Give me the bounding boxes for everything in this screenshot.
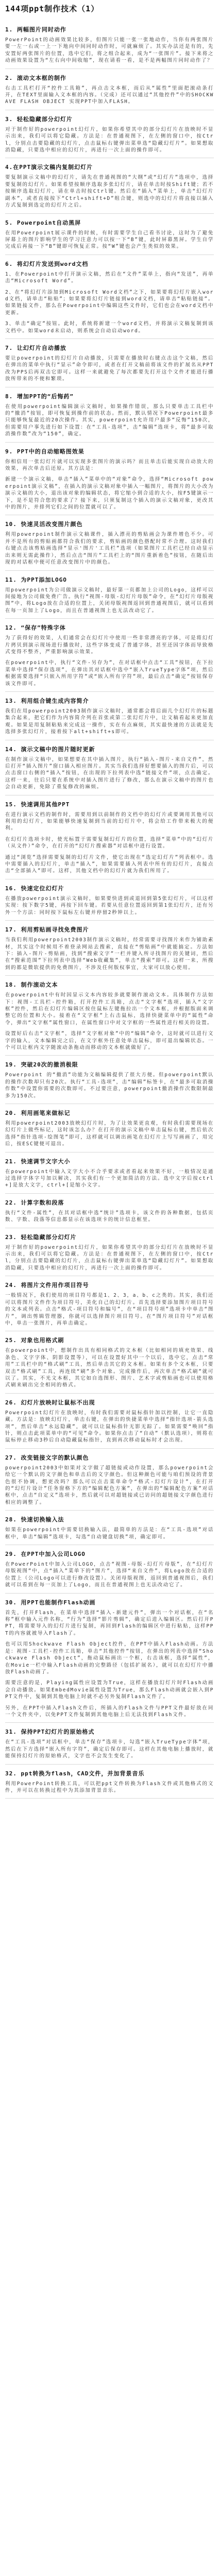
section: [5, 692, 214, 740]
section: [5, 21, 214, 69]
section-paragraph: 设置好后右击“文字框”，选择“文字框对象”中的“编辑”命令，这时就可以进行文字的输入，文本编辑完之后，在文字框外任意处单击鼠标，即可退出编辑状态。一个可以让框内文字随滚动条拖动而移动的文本框就做好了。: [5, 1031, 214, 1050]
section-heading: 19. 突破20次的撤消极限: [5, 1061, 78, 1069]
section-paragraph: 对于制作好的powerpoint幻灯片，如果你希望其中的部分幻灯片在放映时不显示出来，我们可以将它隐藏。方法是：在普通视图下，在左侧的窗口中，按Ctrl，分别点击要隐藏的幻灯片，点击鼠标右键弹出菜单选“隐藏幻灯片”。如果想取消隐藏，只要选中相应的幻灯片，再进行一次上面的操作即可。: [5, 126, 214, 154]
section-heading: 6. 将幻灯片发送到word文档: [5, 260, 89, 267]
section-heading: 20. 利用画笔来做标记: [5, 1110, 71, 1116]
section: [5, 921, 214, 976]
section-paragraph: Powerpoint 的“撤消”功能为文稿编辑提供了很大方便。但powerpoint默认的操作次数却只有20次。执行“工具-选项”，击“编辑”标签卡，在“最多可取消操作数”中设置你需要的次数即可。不过要注意，powerpoint撤消操作次数限制最多为150次。: [5, 1072, 214, 1099]
document-title: 144项ppt制作技术（1）: [5, 4, 99, 13]
section-paragraph: 利用powerpoint2003放映幻灯片时，为了让效果更直观，有时我们需要现场在幻灯片上做些标记，这时该怎么办？在打开的演示文稿中单击鼠标右键，然后依次选择“指针选项-绘图笔”即可，这样就可以调出画笔在幻灯片上写写画画了，用完后，按ESC键便可退出。: [5, 1121, 214, 1147]
section: [5, 158, 214, 213]
section: [5, 1228, 214, 1277]
section-heading: 23. 轻松隐藏部分幻灯片: [5, 1233, 77, 1241]
section-paragraph: 在幻灯片选项卡时，使光标置于需要复制幻灯片的位置，选择“菜单”中的“幻灯片（从文件）”命令，在打开的“幻灯片搜索器”对话框中进行设置。: [5, 836, 214, 850]
section: [5, 1765, 214, 1799]
section-heading: 24. 将图片文件用作项目符号: [5, 1282, 89, 1289]
section: [5, 1153, 214, 1194]
section-heading: 32. ppt转换为flash，CAD文件，并加背景音乐: [5, 1770, 145, 1777]
section-heading: 16. 快速定位幻灯片: [5, 885, 64, 892]
section-paragraph: 当我们利用powerpoint2003制作演示文稿时，经常需要寻找图片来作为铺助素材，其实这个时候用不着登录网站去搜索，直接在“剪贴画”中就能搞定。方法如下：插入-图片-剪贴画，找到“搜索文字”一栏并键入所寻找图片的关键词，然后在“搜索范围”下拉列表中选择“Web收藏集”，单击“搜索”即可。这样一来，所搜到的都是微软提供的免费图片，不涉及任何版权事宜，大家可以放心使用。: [5, 937, 214, 971]
section: [5, 795, 214, 879]
section: [5, 1056, 214, 1104]
section-heading: 15. 快速调用其他PPT: [5, 801, 70, 808]
section-paragraph: 要让powerpoint的幻灯片自动播放，只需要在播放时右键点击这个文稿，然后在弹出的菜单中执行“显示”命令即可，或者在打开文稿前将该文件的扩展名从PPT改为PPS后再双击它即可。这样一来就避免了每次都要先打开这个文件才能进行播放所带来的不便和繁琐。: [5, 355, 214, 382]
section-heading: 11. 为PPT添加LOGO: [5, 576, 67, 583]
section-heading: 17. 利用剪贴画寻找免费图片: [5, 926, 89, 934]
section-heading: 25. 对象也用格式刷: [5, 1337, 64, 1344]
section-paragraph: 对于制作好的powerpoint幻灯片，如果你希望其中的部分幻灯片在放映时不显示出来，我们可以将它隐藏。方法是：在普通视图下，在左侧的窗口中，按Ctrl，分别点击要隐藏的幻灯片，点击鼠标右键弹出菜单选“隐藏幻灯片”。如果想取消隐藏，只要选中相应的幻灯片，再进行一次上面的操作即可。: [5, 1244, 214, 1271]
section-paragraph: 在“工具-选项”对话框中，单击“保存”选项卡，勾选“嵌入TrueType字体”项，然后在下方选择“嵌入所有字符”，确定后保存即可。这样在其他电脑上播放时，就能保持幻灯片的原始格式，文字也不会发生变化了。: [5, 1739, 214, 1759]
section-paragraph: 在powerpoint中有时因显示文本内容较多就要制作滚动文本。具体制作方法如下：视图-工具栏-控件箱，打开控件工具箱，点击“文字框”选项，插入“文字框”控件，然后在幻灯片编辑区按住鼠标左键拖拉出一个文本框，并根据版面来调整它的位置和大小。接着在“文字框”上右击鼠标，选择快捷菜单中的“属性”命令，弹出“文字框”属性窗口，在属性窗口中对文字框的一些属性进行相关的设置。: [5, 992, 214, 1026]
section-heading: 2. 滚动文本框的制作: [5, 74, 66, 81]
section-paragraph: 1、在Powerpoint中打开演示文稿，然后在“文件”菜单上，指向“发送”，再单击“Microsoft Word”。: [5, 271, 214, 284]
section-heading: 31. 保持PPT幻灯片的原始格式: [5, 1728, 95, 1736]
section-paragraph: 在进行演示文档的制作时，需要用到以前制作的文档中的幻灯片或要调用其他可以利用的幻灯片，如果能够快速复制到当前的幻灯片中，将会给工作带来极大的便利。: [5, 811, 214, 832]
section-heading: 28. 快速切换输入法: [5, 1516, 64, 1523]
section: [5, 1594, 214, 1723]
section: [5, 214, 214, 255]
section-heading: 3. 轻松隐藏部分幻灯片: [5, 115, 73, 123]
section: [5, 1394, 214, 1449]
section-divider: [5, 1798, 214, 1799]
document-body: [5, 21, 214, 1799]
section-paragraph: 需要注意的是，Playing属性应设置为True，这样在播放幻灯片时Flash动画会自动播放。如果EmbedMovie属性设置为True，那么Flash动画就会嵌入到PPT文件中，复制到其他电脑上时就不必另外复制Flash文件了。: [5, 1680, 214, 1700]
section-paragraph: 在使用powerpoint编辑演示文稿时，如果操作错误，那么只要单击工具栏中的“撤消”按钮，即可恢复到操作前的状态。然而，默认情况下Powerpoint最多只能够恢复最近的20次操作。其实，powerpoint允许用户最多“反悔”150次，但需要用户事先进行如下设置：在“工具-选项”，击“编辑”选项卡，将“最多可取消操作数”改为“150”，确定。: [5, 403, 214, 437]
section-paragraph: 右击工具栏打开“控件工具箱”，再点击文本框，而后从“属性”里面把滚动条打开，在TEXT里面输入文本框的内容。（完成）还可以通过“其他控件”中的SHOCKWAVE FLASH OBJECT 实现PPT中加入FLASH。: [5, 85, 214, 105]
section-heading: 8. 增加PPT的“后悔药”: [5, 393, 74, 400]
section-paragraph: 在用Powerpoint展示课件的时候，有时需要学生自己看书讨论，这时为了避免屏幕上的图片影响学生的学习注意力可以按一下“B”键，此时屏幕黑屏。学生自学完成后再接一下“B”键即可恢复正常。按“W”键也会产生类似的效果。: [5, 230, 214, 250]
section-paragraph: 在powerpoint中输入文字大小不合乎要求或者看起来效果不好，一般情况是通过选择字体字号加以解决，其实我们有一个更加简洁的方法。选中文字后按ctrl+]是放大文字，ctrl+[是缩小文字。: [5, 1168, 214, 1189]
section: [5, 255, 214, 339]
section-paragraph: PowerPoint的动画效果比较多，但图片只能一张一张地动作，当你有两张图片要一左一右或一上一下地向中间同时动作时，可就麻烦了。其实办法还是有的，先安置好两张图片的位置，选中它们，将之组合起来，成为“一张图片”。接下来将之动画效果设置为“左右向中间收缩”，现在请看一看，是不是两幅图片同时动作了？: [5, 37, 214, 64]
section-heading: 26. 幻灯片放映时让鼠标不出现: [5, 1399, 95, 1406]
section-paragraph: 如果在powerpoint中需要切换输入法，最简单的方法是：在“工具-选项”对话框中，单击“编辑”选项卡，勾选“自动键盘切换”项，确定即可。: [5, 1527, 214, 1540]
section-paragraph: 也可以用Shockwave Flash Object控件，在PPT中插入Flash动画。方法是：视图-工具栏-控件工具箱，单击“其他控件”按钮，在弹出的列表中选择“Shockwave Flash Object”，拖动鼠标画出一个框，右击该框，选择“属性”，在Movie一栏中输入Flash动画的完整路径（包括扩展名），就可以在幻灯片中播放Flash动画了。: [5, 1641, 214, 1675]
section-heading: 22. 计算字数和段落: [5, 1199, 64, 1206]
section-paragraph: 要复制演示文稿中的幻灯片，请先在普通视图的“大纲”或“幻灯片”选项中，选择要复制的幻灯片。如果希望按顺序选取多张幻灯片，请在单击时按Shift键；若不按顺序选取幻灯片，请在单击时按Ctrl键。然后在“插入”菜单上，单击“幻灯片副本”，或者直接按下“Ctrl+shift+D”组合键，则选中的幻灯片将直接以插入方式复制到选定的幻灯片之后。: [5, 175, 214, 209]
section: [5, 1276, 214, 1331]
section-paragraph: 我们在用powerpoint2003制作演示文稿时，通常都会将后面几个幻灯片的标题集合起来，把它们作为内容简介列在首张或第二张幻灯片中，让文稿看起来更加直观。如果是用复制粘贴来完成这一操作，实在有点麻烦，其实最快速的方法就是先选择多张幻灯片，接着按下alt+shift+s即可。: [5, 708, 214, 735]
section: [5, 1511, 214, 1545]
section-paragraph: 2、在“将幻灯片添加到Microsoft Word文档”之下，如果要将幻灯片嵌入word文档，请单击“粘贴”；如果要将幻灯片链接到word文档，请单击“粘贴链接”。如果链接文件，那么在Powerpoint中编辑这些文件时，它们也会在word文档中更新。: [5, 289, 214, 316]
section: [5, 1723, 214, 1764]
section-heading: 18. 制作滚动文本: [5, 981, 58, 989]
section-paragraph: 用powerpoint为公司做演示文稿时，最好第一页都加上公司的Logo，这样可以间接地为公司做免费广告。执行“视图-母版-幻灯片母版”命令，在“幻灯片母版视图”中，将Logo放在合适的位置上，关闭母版视图返回到普通视图后，就可以看到在每一页加上了Logo，而且在普通视图上也无法改动它了。: [5, 587, 214, 614]
section-paragraph: 执行“文件-属性”，在其对话框中选“统计”选项卡，该文件的各种数据，包括页数、字数、段落等信息都显示在该选项卡的统计信息框里。: [5, 1210, 214, 1223]
section-paragraph: 在powerpoint中，执行“文件-另存为”，在对话框中点击“工具”按钮，在下拉菜单中选择“保存选项”，在弹出其对话框中选中“嵌入TrueType字体”项，然后根据需要选择“只嵌入所用字符”或“嵌入所有字符”项，最后点击“确定”按钮保存该文件即可。: [5, 660, 214, 687]
section-heading: 1. 两幅图片同时动作: [5, 26, 66, 33]
section: [5, 443, 214, 516]
section-paragraph: 3、单击“确定”按钮。此时，系统将新建一个word文档，并将演示文稿复制到该文档中。如果word未启动，则系统会自动启动word。: [5, 321, 214, 334]
section: [5, 515, 214, 570]
section-paragraph: 利用powerpoint制作演示文稿课件，插入漂亮的剪贴画会为课件增色不少。可并不是所有的剪贴画都符合我们的要求，剪贴画的颜色搭配时常不合理。这时我们右键点击该剪贴画选择“显示'图片'工具栏”选项（如果图片工具栏已经自动显示出来则无需此操作），然后点击“图片”工具栏上的“图片重新着色”按钮，在随后出现的对话框中便可任意改变图片中的颜色。: [5, 532, 214, 566]
section: [5, 976, 214, 1056]
section-paragraph: 在PowerPoint中加入公司LOGO，点击“视图-母版-幻灯片母版”，在“幻灯片母版视图”中，点“插入”菜单下的“图片”，选择“来自文件”，将Logo放在合适的位置上（公司Logo可以进行修改设置）。关闭母版视图，返回到普通视图后，我们就可以看到在每一页加上了Logo，而且在普通视图上也无法改动它了。: [5, 1562, 214, 1588]
section-paragraph: powerpoint2003中如果对文字做了超链接或动作设置，那么powerpoint会给它一个默认的文字颜色和单击后的文字颜色。但这种颜色可能与咱们预设的背景色很不协调，想更改吗？那么可以点击菜单命令“格式-幻灯片设计”，在打开的“幻灯片设计”任务窗格下方的“编辑配色方案”，在弹出的“编辑配色方案”对话框中，点击“自定义”选项卡，然后就可以对超链接或已访问的超链接文字颜色进行相应的调整了。: [5, 1465, 214, 1505]
section-heading: 21. 快速调节文字大小: [5, 1158, 71, 1165]
section: [5, 1194, 214, 1228]
section-heading: 12. “保存”特殊字体: [5, 624, 66, 632]
section: [5, 1449, 214, 1511]
section-heading: 4.在PPT演示文稿内复制幻灯片: [5, 164, 93, 171]
section: [5, 619, 214, 692]
section-paragraph: Powerpoint幻灯片在放映时，有时我们需要对鼠标指针加以控制，让它一直隐藏。方法是：放映幻灯片，单击右键，在弹出的快捷菜单中选择“指针选项-箭头选项”，然后单击“永远隐藏”，就可以让鼠标指针无影无踪了。如果需要“唤回”指针，则点击此项菜单中的“可见”命令。如果你点击了“自动”（默认选项），则将在鼠标停止移动3秒后自动隐藏鼠标指针，直到再次移动鼠标时才会出现。: [5, 1410, 214, 1444]
section-paragraph: 首先，打开Flash，在菜单中选择“插入-新建元件”，弹出一个对话框，在“名称”框中输入元件名称，“行为”选择“影片剪辑”，确定后进入编辑区。然后打开PPT，将需要导入的幻灯片进行复制，再回到Flash的编辑区中进行粘贴，这样PPT的内容就被导入Flash了。: [5, 1609, 214, 1636]
section-paragraph: 一般情况下，我们使用的项目符号都是1、2、3，a、b、c之类的。其实，我们还可以将图片文件作为项目符号，美化自己的幻灯片。首先选择要添加图片项目符号的文本或列表。点击“格式-项目符号和编号”，在“项目符号项”选项卡中单击“图片”，调出剪辑管理器，你就可以选择图片项目符号。在“图片项目符号”对话框中，单击一张图片，再单击确定。: [5, 1293, 214, 1326]
section-heading: 13. 利用组合键生成内容简介: [5, 697, 89, 704]
section-heading: 30. 用PPT也能制作Flash动画: [5, 1599, 96, 1606]
section-heading: 14. 演示文稿中的图片随时更新: [5, 745, 95, 753]
section: [5, 571, 214, 619]
section-paragraph: 在制作演示文稿中，如果想要在其中插入图片，执行“插入-图片-来自文件”，然后打开“插入图片”窗口插入相应图片。其实当我们选择好想要插入的图片后，可以点击窗口右侧的“插入”按钮，在出现的下拉列表中选“链接文件”项，点击确定。这样一来，往后只要在系统中对插入图片进行了修改，那么在演示文稿中的图片也会自动更新，免除了重复修改的麻烦。: [5, 756, 214, 790]
section-paragraph: 在powerpoint中，想制作出具有相同格式的文本框（比如相同的填充效果、线条色、文字字体、阴影设置等），可以在设置好其中一个以后，选中它，点击“常用”工具栏中的“格式刷”工具，然后单击其它的文本框。如果有多个文本框，只要双击“格式刷”工具，再连续“刷”多个对象。完成操作后，再次单击“格式刷”就可以了。其实，不光文本框，其它如自选图形、图片、艺术字或剪贴画也可以使用格式刷来刷出完全相同的格式。: [5, 1348, 214, 1388]
section-paragraph: 新建一个演示文稿，单击“插入”菜单中的“对象”命令，选择“Microsoft powerpoint演示文稿”，在插入的演示文稿对象中插入一幅图片，将图片的大小改为演示文稿的大小，退出该对象的编辑状态，将它缩小到合适的大小，按F5键演示一下，是不是符合您的要求了？接下来，只须复制这个插入的演示文稿对象，更改其中的图片，并排列它们之间的位置就可以了。: [5, 477, 214, 511]
section-heading: 10. 快速灵活改变图片颜色: [5, 521, 83, 528]
section: [5, 69, 214, 110]
section-paragraph: 利用PowerPoint转换工具，可以把ppt文件转换为Flash文件或其他格式的文件，并可以在转换过程中为其添加背景音乐。: [5, 1781, 214, 1793]
section-paragraph: 你相信用一张幻灯片就可以实现多张图片的演示吗？而且单击后能实现自动放大的效果，再次单击后还原。其方法是：: [5, 459, 214, 472]
section: [5, 1104, 214, 1153]
section: [5, 339, 214, 387]
section-heading: 7. 让幻灯片自动播放: [5, 344, 66, 351]
section-paragraph: 在播放powerpoint演示文稿时，如果要快进到或退回到第5张幻灯片，可以这样实现：按下数字5键，再按下回车键。若要从任意位置返回到第1张幻灯片，还有另外一个方法：同时按下鼠标左右键并停留2秒钟以上。: [5, 895, 214, 916]
section: [5, 1545, 214, 1594]
section: [5, 110, 214, 159]
section-heading: 5. Powerpoint自动黑屏: [5, 219, 81, 226]
section: [5, 1331, 214, 1393]
section-heading: 9. PPT中的自动缩略图效果: [5, 448, 85, 455]
section-heading: 27. 改变链接文字的默认颜色: [5, 1454, 89, 1461]
section-paragraph: 另外，在PPT中插入Flash文件后，所插入的Flash文件与PPT文件最好放在同一个文件夹中，以免PPT文件复制到其他电脑上后无法找到Flash文件。: [5, 1705, 214, 1718]
section-paragraph: 通过“浏览”选择需要复制的幻灯片文件，使它出现在“选定幻灯片”列表框中。选中需要插入的幻灯片，单击“插入”，如果需要插入列表中所有的幻灯片，直接点击“全部插入”即可。这样，其他文档中的幻灯片就为我们所用了。: [5, 854, 214, 874]
section: [5, 879, 214, 921]
section-heading: 29. 在PPT中加入公司LOGO: [5, 1551, 86, 1558]
section: [5, 387, 214, 443]
section: [5, 740, 214, 795]
section-paragraph: 为了获得好的效果，人们通常会在幻灯片中使用一些非常漂亮的字体，可是将幻灯片拷贝到演示现场进行播放时，这些字体变成了普通字体，甚至还因字体而导致格式变得不整齐，严重影响演示效果。: [5, 635, 214, 655]
